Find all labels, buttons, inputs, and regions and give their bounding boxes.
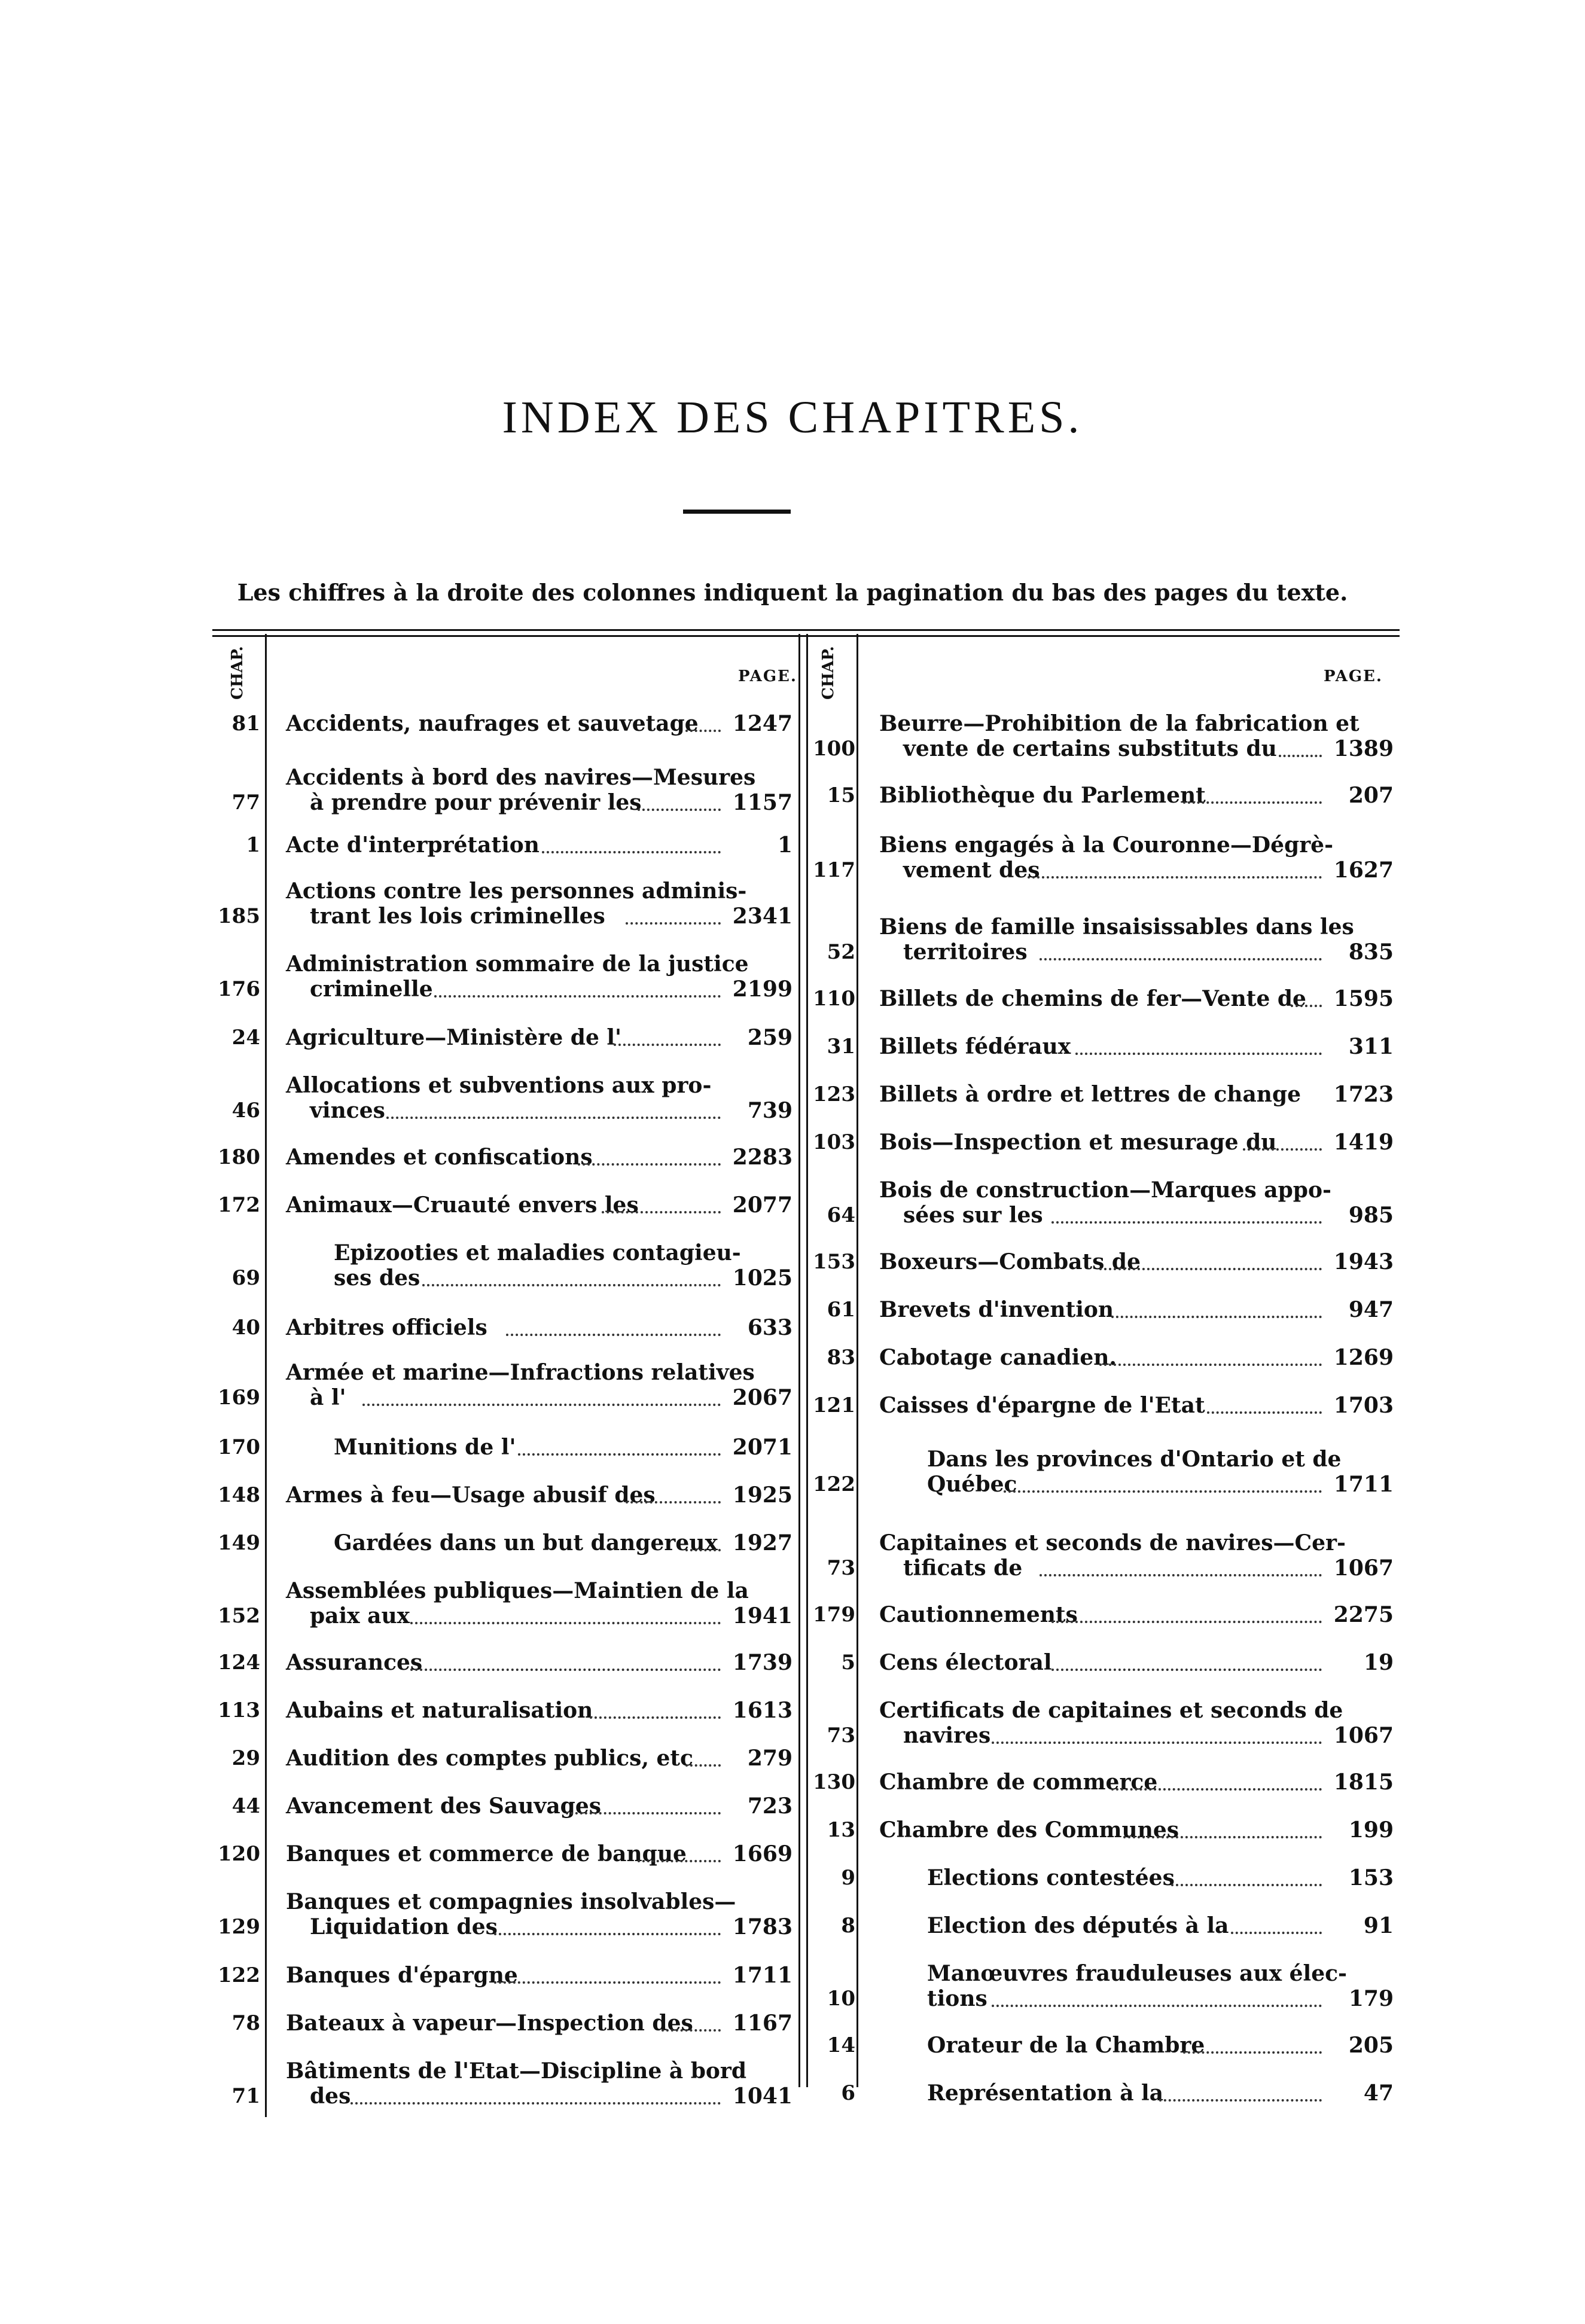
chapter-number: 83 xyxy=(827,1346,855,1370)
entry-text: Billets de chemins de fer—Vente de xyxy=(879,986,1306,1011)
chapter-number: 73 xyxy=(827,1556,855,1580)
dot-leader xyxy=(1291,1005,1322,1007)
entry-text: criminelle xyxy=(310,977,433,1002)
chapter-number: 52 xyxy=(827,940,855,964)
chapter-number: 123 xyxy=(813,1082,855,1106)
entry-text: Animaux—Cruauté envers les xyxy=(286,1193,639,1218)
dot-leader xyxy=(410,1622,721,1624)
entry-text: Aubains et naturalisation xyxy=(286,1698,593,1723)
entry-text: Accidents à bord des navires—Mesures xyxy=(286,765,756,790)
chapter-number: 14 xyxy=(827,2033,855,2057)
page-number: 1613 xyxy=(732,1698,792,1723)
chapter-number: 81 xyxy=(231,712,260,736)
page-number: 2341 xyxy=(732,904,792,929)
chapter-number: 122 xyxy=(813,1472,855,1496)
page-number: 1783 xyxy=(732,1914,792,1939)
dot-leader xyxy=(638,809,721,811)
page-number: 19 xyxy=(1363,1650,1394,1675)
dot-leader xyxy=(1183,2051,1322,2054)
dot-leader xyxy=(1207,1411,1322,1414)
dot-leader xyxy=(614,1044,721,1046)
entry-text: tificats de xyxy=(903,1556,1023,1581)
entry-text: Gardées dans un but dangereux xyxy=(334,1530,718,1556)
chapter-number: 169 xyxy=(218,1386,260,1410)
entry-text: Avancement des Sauvages xyxy=(286,1794,602,1819)
dot-leader xyxy=(638,1860,721,1862)
entry-text: vente de certains substituts du xyxy=(903,736,1277,761)
page-number: 1167 xyxy=(732,2011,792,2036)
chapter-number: 29 xyxy=(231,1746,260,1770)
chapter-number: 117 xyxy=(813,858,855,882)
page-number: 1 xyxy=(777,832,792,858)
center-divider-rule xyxy=(798,634,800,2087)
left-page-header: PAGE. xyxy=(738,667,797,685)
chapter-number: 179 xyxy=(813,1603,855,1627)
chapter-number: 31 xyxy=(827,1035,855,1059)
entry-text: Assemblées publiques—Maintien de la xyxy=(286,1578,749,1603)
page-number: 1925 xyxy=(732,1483,792,1508)
dot-leader xyxy=(1231,1932,1322,1934)
entry-text: à prendre pour prévenir les xyxy=(310,790,642,815)
chapter-number: 64 xyxy=(827,1203,855,1227)
entry-text: trant les lois criminelles xyxy=(310,904,605,929)
dot-leader xyxy=(1111,1316,1322,1318)
entry-text: Election des députés à la xyxy=(927,1913,1229,1938)
page-number: 2067 xyxy=(732,1385,792,1410)
page-number: 1669 xyxy=(732,1841,792,1866)
page-number: 633 xyxy=(747,1315,792,1340)
dot-leader xyxy=(685,730,721,732)
entry-text: Accidents, naufrages et sauvetage xyxy=(286,711,699,736)
entry-text: navires xyxy=(903,1723,991,1748)
page-number: 1627 xyxy=(1333,858,1394,883)
page-number: 947 xyxy=(1348,1297,1394,1322)
page-number: 723 xyxy=(747,1794,792,1819)
dot-leader xyxy=(1183,801,1322,804)
page-number: 91 xyxy=(1363,1913,1394,1938)
chapter-number: 71 xyxy=(231,2084,260,2108)
page-number: 47 xyxy=(1363,2081,1394,2106)
entry-text: Bâtiments de l'Etat—Discipline à bord xyxy=(286,2058,747,2084)
chapter-number: 44 xyxy=(231,1794,260,1818)
chapter-number: 73 xyxy=(827,1724,855,1747)
chapter-number: 10 xyxy=(827,1987,855,2011)
entry-text: Elections contestées xyxy=(927,1865,1175,1890)
dot-leader xyxy=(992,1742,1322,1744)
dot-leader xyxy=(434,995,721,998)
dot-leader xyxy=(685,1764,721,1767)
entry-text: Billets fédéraux xyxy=(879,1034,1071,1059)
page-number: 1247 xyxy=(732,711,792,736)
dot-leader xyxy=(1051,1221,1322,1224)
dot-leader xyxy=(662,2029,721,2032)
entry-text: territoires xyxy=(903,940,1028,965)
entry-text: Manœuvres frauduleuses aux élec- xyxy=(927,1961,1347,1986)
dot-leader xyxy=(1004,1490,1322,1493)
dot-leader xyxy=(350,2102,721,2105)
entry-text: Biens engagés à la Couronne—Dégrè- xyxy=(879,832,1334,858)
dot-leader xyxy=(1159,2099,1322,2102)
entry-text: Munitions de l' xyxy=(334,1435,516,1460)
entry-text: Banques d'épargne xyxy=(286,1963,518,1988)
page-number: 205 xyxy=(1348,2033,1394,2058)
entry-text: Certificats de capitaines et seconds de xyxy=(879,1698,1343,1723)
page-number: 1815 xyxy=(1333,1770,1394,1795)
chapter-number: 185 xyxy=(218,904,260,928)
dot-leader xyxy=(1099,1364,1322,1366)
page-number: 1157 xyxy=(732,790,792,815)
dot-leader xyxy=(1051,1621,1322,1623)
entry-text: Caisses d'épargne de l'Etat xyxy=(879,1393,1205,1418)
page-number: 279 xyxy=(747,1746,792,1771)
entry-text: Banques et commerce de banque xyxy=(286,1841,687,1866)
entry-text: Actions contre les personnes adminis- xyxy=(286,879,747,904)
entry-text: Cabotage canadien. xyxy=(879,1345,1117,1370)
page-number: 1041 xyxy=(732,2084,792,2109)
page-number: 1723 xyxy=(1333,1082,1394,1107)
right-chap-header: CHAP. xyxy=(819,646,837,700)
page-number: 311 xyxy=(1348,1034,1394,1059)
entry-text: Liquidation des xyxy=(310,1914,498,1939)
left-chap-column-rule xyxy=(265,634,267,2117)
page-number: 179 xyxy=(1348,1986,1394,2011)
entry-text: Orateur de la Chambre xyxy=(927,2033,1205,2058)
dot-leader xyxy=(1243,1148,1322,1151)
dot-leader xyxy=(1123,1836,1322,1838)
page-number: 739 xyxy=(747,1098,792,1123)
dot-leader xyxy=(602,1211,721,1213)
page-number: 1067 xyxy=(1333,1556,1394,1581)
page-number: 207 xyxy=(1348,783,1394,808)
chapter-number: 121 xyxy=(813,1393,855,1417)
entry-text: Beurre—Prohibition de la fabrication et xyxy=(879,711,1360,736)
entry-text: Biens de famille insaisissables dans les xyxy=(879,914,1354,940)
chapter-number: 170 xyxy=(218,1435,260,1459)
chapter-number: 8 xyxy=(841,1914,855,1938)
page-number: 259 xyxy=(747,1025,792,1050)
page-number: 1703 xyxy=(1333,1393,1394,1418)
chapter-number: 124 xyxy=(218,1651,260,1675)
chapter-number: 103 xyxy=(813,1130,855,1154)
chapter-number: 15 xyxy=(827,783,855,807)
entry-text: Armée et marine—Infractions relatives xyxy=(286,1360,755,1385)
dot-leader xyxy=(992,2005,1322,2007)
page-number: 2071 xyxy=(732,1435,792,1460)
page-number: 2077 xyxy=(732,1193,792,1218)
page-number: 1419 xyxy=(1333,1130,1394,1155)
chapter-number: 40 xyxy=(231,1316,260,1340)
chapter-number: 69 xyxy=(231,1266,260,1290)
dot-leader xyxy=(410,1669,721,1671)
right-chap-column-rule xyxy=(856,634,858,2087)
chapter-number: 148 xyxy=(218,1483,260,1507)
dot-leader xyxy=(362,1404,721,1406)
dot-leader xyxy=(685,1549,721,1551)
entry-text: Administration sommaire de la justice xyxy=(286,951,749,977)
chapter-number: 5 xyxy=(841,1651,855,1675)
chapter-number: 110 xyxy=(813,987,855,1011)
entry-text: paix aux xyxy=(310,1603,410,1628)
dot-leader xyxy=(494,1981,721,1984)
page-number: 2283 xyxy=(732,1145,792,1170)
entry-text: Brevets d'invention xyxy=(879,1297,1114,1322)
entry-text: Chambre des Communes xyxy=(879,1817,1179,1843)
dot-leader xyxy=(422,1284,721,1286)
chapter-number: 78 xyxy=(231,2011,260,2035)
dot-leader xyxy=(1075,1053,1322,1055)
chapter-number: 6 xyxy=(841,2081,855,2105)
right-page-header: PAGE. xyxy=(1324,667,1383,685)
entry-text: Capitaines et seconds de navires—Cer- xyxy=(879,1530,1346,1556)
entry-text: tions xyxy=(927,1986,987,2011)
page-number: 1941 xyxy=(732,1603,792,1628)
dot-leader xyxy=(1040,958,1322,960)
chapter-number: 100 xyxy=(813,737,855,761)
page-number: 1739 xyxy=(732,1650,792,1675)
dot-leader xyxy=(506,1334,721,1336)
entry-text: Dans les provinces d'Ontario et de xyxy=(927,1447,1342,1472)
dot-leader xyxy=(1111,1788,1322,1791)
entry-text: Bois—Inspection et mesurage du xyxy=(879,1130,1277,1155)
entry-text: ses des xyxy=(334,1265,420,1291)
entry-text: Représentation à la xyxy=(927,2081,1164,2106)
entry-text: Bois de construction—Marques appo- xyxy=(879,1178,1331,1203)
dot-leader xyxy=(1171,1884,1322,1886)
chapter-number: 46 xyxy=(231,1099,260,1123)
chapter-number: 77 xyxy=(231,791,260,815)
left-chap-header: CHAP. xyxy=(228,646,246,700)
entry-text: Audition des comptes publics, etc xyxy=(286,1746,693,1771)
page-number: 1269 xyxy=(1333,1345,1394,1370)
entry-text: Boxeurs—Combats de xyxy=(879,1249,1141,1274)
page-number: 153 xyxy=(1348,1865,1394,1890)
entry-text: Assurances xyxy=(286,1650,423,1675)
chapter-number: 149 xyxy=(218,1531,260,1555)
chapter-number: 120 xyxy=(218,1842,260,1866)
chapter-number: 180 xyxy=(218,1145,260,1169)
dot-leader xyxy=(542,851,721,853)
dot-leader xyxy=(590,1716,721,1719)
dot-leader xyxy=(518,1453,721,1456)
dot-leader xyxy=(626,922,721,925)
chapter-number: 9 xyxy=(841,1866,855,1890)
entry-text: sées sur les xyxy=(903,1203,1043,1228)
chapter-number: 122 xyxy=(218,1963,260,1987)
dot-leader xyxy=(386,1117,721,1119)
chapter-number: 24 xyxy=(231,1026,260,1050)
dot-leader xyxy=(1279,755,1322,757)
dot-leader xyxy=(578,1163,721,1166)
entry-text: Agriculture—Ministère de l' xyxy=(286,1025,622,1050)
title-divider xyxy=(683,510,791,514)
page-number: 835 xyxy=(1348,940,1394,965)
dot-leader xyxy=(1051,1669,1322,1671)
entry-text: à l' xyxy=(310,1385,346,1410)
entry-text: Cautionnements xyxy=(879,1602,1078,1627)
page-number: 1927 xyxy=(732,1530,792,1556)
chapter-number: 61 xyxy=(827,1298,855,1322)
page-number: 1389 xyxy=(1333,736,1394,761)
page-number: 1711 xyxy=(1333,1472,1394,1497)
chapter-number: 129 xyxy=(218,1915,260,1939)
chapter-number: 172 xyxy=(218,1193,260,1217)
dot-leader xyxy=(566,1812,721,1814)
page-number: 1067 xyxy=(1333,1723,1394,1748)
entry-text: des xyxy=(310,2084,351,2109)
entry-text: Billets à ordre et lettres de change xyxy=(879,1082,1301,1107)
entry-text: Amendes et confiscations xyxy=(286,1145,593,1170)
subtitle: Les chiffres à la droite des colonnes indiquent la pagination du bas des pages du texte. xyxy=(237,579,1348,606)
entry-text: Cens électoral xyxy=(879,1650,1052,1675)
chapter-number: 1 xyxy=(246,833,260,857)
entry-text: Epizooties et maladies contagieu- xyxy=(334,1240,741,1265)
dot-leader xyxy=(494,1933,721,1935)
entry-text: Allocations et subventions aux pro- xyxy=(286,1073,712,1098)
entry-text: vinces xyxy=(310,1098,385,1123)
entry-text: Québec xyxy=(927,1472,1017,1497)
dot-leader xyxy=(626,1501,721,1503)
chapter-number: 113 xyxy=(218,1698,260,1722)
page-number: 1711 xyxy=(732,1963,792,1988)
entry-text: vement des xyxy=(903,858,1040,883)
chapter-number: 176 xyxy=(218,977,260,1001)
chapter-number: 13 xyxy=(827,1818,855,1842)
table-top-rule xyxy=(212,629,1400,631)
entry-text: Arbitres officiels xyxy=(286,1315,487,1340)
entry-text: Armes à feu—Usage abusif des xyxy=(286,1483,656,1508)
entry-text: Bibliothèque du Parlement xyxy=(879,783,1206,808)
page-number: 985 xyxy=(1348,1203,1394,1228)
entry-text: Banques et compagnies insolvables— xyxy=(286,1889,736,1914)
entry-text: Chambre de commerce xyxy=(879,1770,1158,1795)
chapter-number: 153 xyxy=(813,1250,855,1274)
page-number: 1595 xyxy=(1333,986,1394,1011)
chapter-number: 130 xyxy=(813,1770,855,1794)
page-number: 2275 xyxy=(1333,1602,1394,1627)
page-number: 2199 xyxy=(732,977,792,1002)
page-number: 199 xyxy=(1348,1817,1394,1843)
page-number: 1943 xyxy=(1333,1249,1394,1274)
page-number: 1025 xyxy=(732,1265,792,1291)
dot-leader xyxy=(1040,1574,1322,1576)
dot-leader xyxy=(1028,876,1322,879)
entry-text: Acte d'interprétation xyxy=(286,832,539,858)
chapter-number: 152 xyxy=(218,1604,260,1628)
entry-text: Bateaux à vapeur—Inspection des xyxy=(286,2011,693,2036)
page-title: INDEX DES CHAPITRES. xyxy=(502,392,1083,443)
dot-leader xyxy=(1099,1268,1322,1270)
